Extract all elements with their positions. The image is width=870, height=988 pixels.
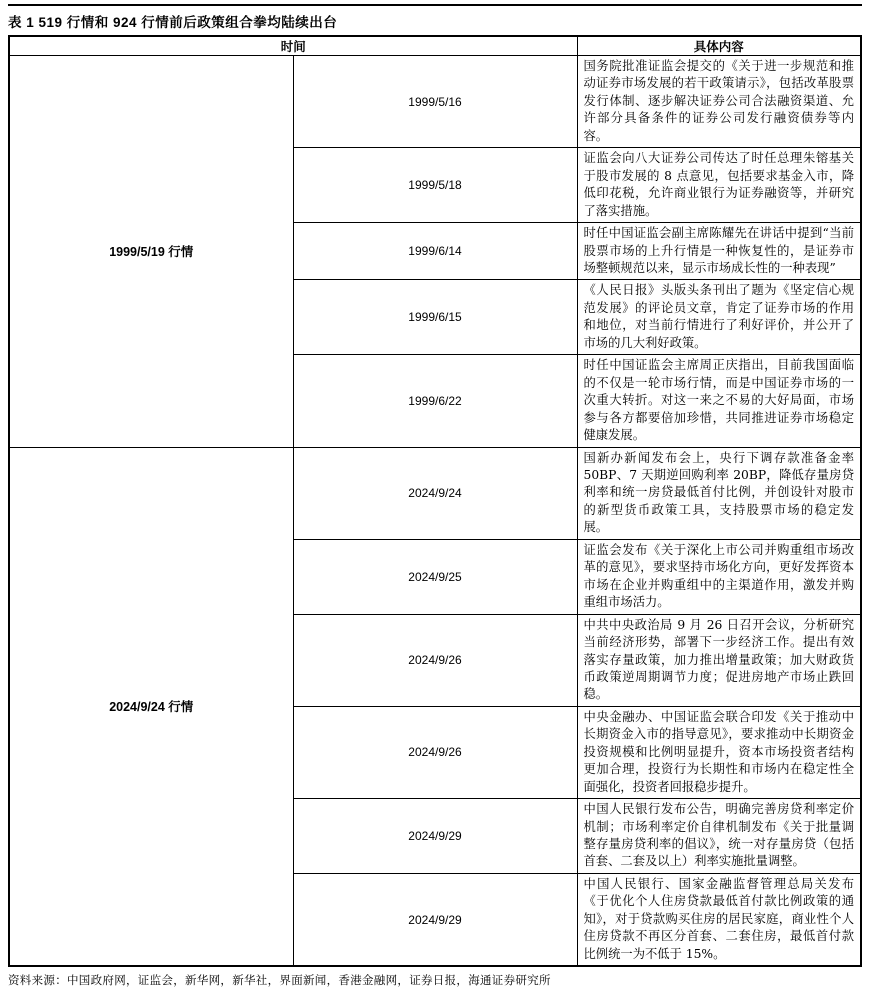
content-cell: 国新办新闻发布会上，央行下调存款准备金率 50BP、7 天期逆回购利率 20BP，降低存量房贷利率和统一房贷最低首付比例，并创设针对股市的新型货币政策工具，支持股票市场的稳定发展。 [577,447,861,539]
table-row [9,447,861,539]
table-row [9,56,861,148]
table-body [9,56,861,967]
content-cell: 证监会向八大证券公司传达了时任总理朱镕基关于股市发展的 8 点意见，包括要求基金入市，降低印花税，允许商业银行为证券融资等，并研究了落实措施。 [577,148,861,223]
content-cell: 中央金融办、中国证监会联合印发《关于推动中长期资金入市的指导意见》，要求推动中长期资金投资规模和比例明显提升，资本市场投资者结构更加合理，投资行为长期性和市场内在稳定性全面强化，投资者回报稳步提升。 [577,706,861,798]
report-table-page [0,4,870,988]
date-cell: 2024/9/26 [293,614,577,706]
content-cell: 国务院批准证监会提交的《关于进一步规范和推动证券市场发展的若干政策请示》，包括改革股票发行体制、逐步解决证券公司合法融资渠道、允许部分具备条件的证券公司发行融资债券等内容。 [577,56,861,148]
date-cell: 1999/6/22 [293,355,577,447]
content-cell: 中共中央政治局 9 月 26 日召开会议，分析研究当前经济形势，部署下一步经济工作。提出有效落实存量政策，加力推出增量政策；加大财政货币政策逆周期调节力度；促进房地产市场止跌回稳。 [577,614,861,706]
table-title: 表 1 519 行情和 924 行情前后政策组合拳均陆续出台 [8,15,338,30]
date-cell: 1999/5/16 [293,56,577,148]
header-row [9,36,861,56]
date-cell: 2024/9/29 [293,799,577,874]
date-cell: 2024/9/25 [293,539,577,614]
content-cell: 时任中国证监会副主席陈耀先在讲话中提到“当前股票市场的上升行情是一种恢复性的，是证券市场整顿规范以来，显示市场成长性的一种表现” [577,223,861,280]
date-cell: 1999/5/18 [293,148,577,223]
content-cell: 《人民日报》头版头条刊出了题为《坚定信心规范发展》的评论员文章，肯定了证券市场的作用和地位，对当前行情进行了利好评价，并公开了市场的几大利好政策。 [577,280,861,355]
header-content: 具体内容 [577,36,861,56]
content-cell: 中国人民银行、国家金融监督管理总局关发布《于优化个人住房贷款最低首付款比例政策的通知》，对于贷款购买住房的居民家庭，商业性个人住房贷款不再区分首套、二套住房，最低首付款比例统一为不低于 15%。 [577,873,861,966]
period-group-label: 1999/5/19 行情 [9,56,293,448]
content-cell: 时任中国证监会主席周正庆指出，目前我国面临的不仅是一轮市场行情，而是中国证券市场的一次重大转折。对这一来之不易的大好局面，市场参与各方都要倍加珍惜，共同推进证券市场稳定健康发展。 [577,355,861,447]
date-cell: 1999/6/14 [293,223,577,280]
table-header [9,36,861,56]
source-note: 资料来源：中国政府网，证监会，新华网，新华社，界面新闻，香港金融网，证券日报，海通证券研究所 [8,973,551,988]
date-cell: 1999/6/15 [293,280,577,355]
policy-table [8,35,862,967]
date-cell: 2024/9/26 [293,706,577,798]
header-time: 时间 [9,36,577,56]
content-cell: 中国人民银行发布公告，明确完善房贷利率定价机制；市场利率定价自律机制发布《关于批量调整存量房贷利率的倡议》，统一对存量房贷（包括首套、二套及以上）利率实施批量调整。 [577,799,861,874]
date-cell: 2024/9/24 [293,447,577,539]
period-group-label: 2024/9/24 行情 [9,447,293,966]
content-cell: 证监会发布《关于深化上市公司并购重组市场改革的意见》，要求坚持市场化方向，更好发挥资本市场在企业并购重组中的主渠道作用，激发并购重组市场活力。 [577,539,861,614]
top-divider [8,4,862,6]
date-cell: 2024/9/29 [293,873,577,966]
